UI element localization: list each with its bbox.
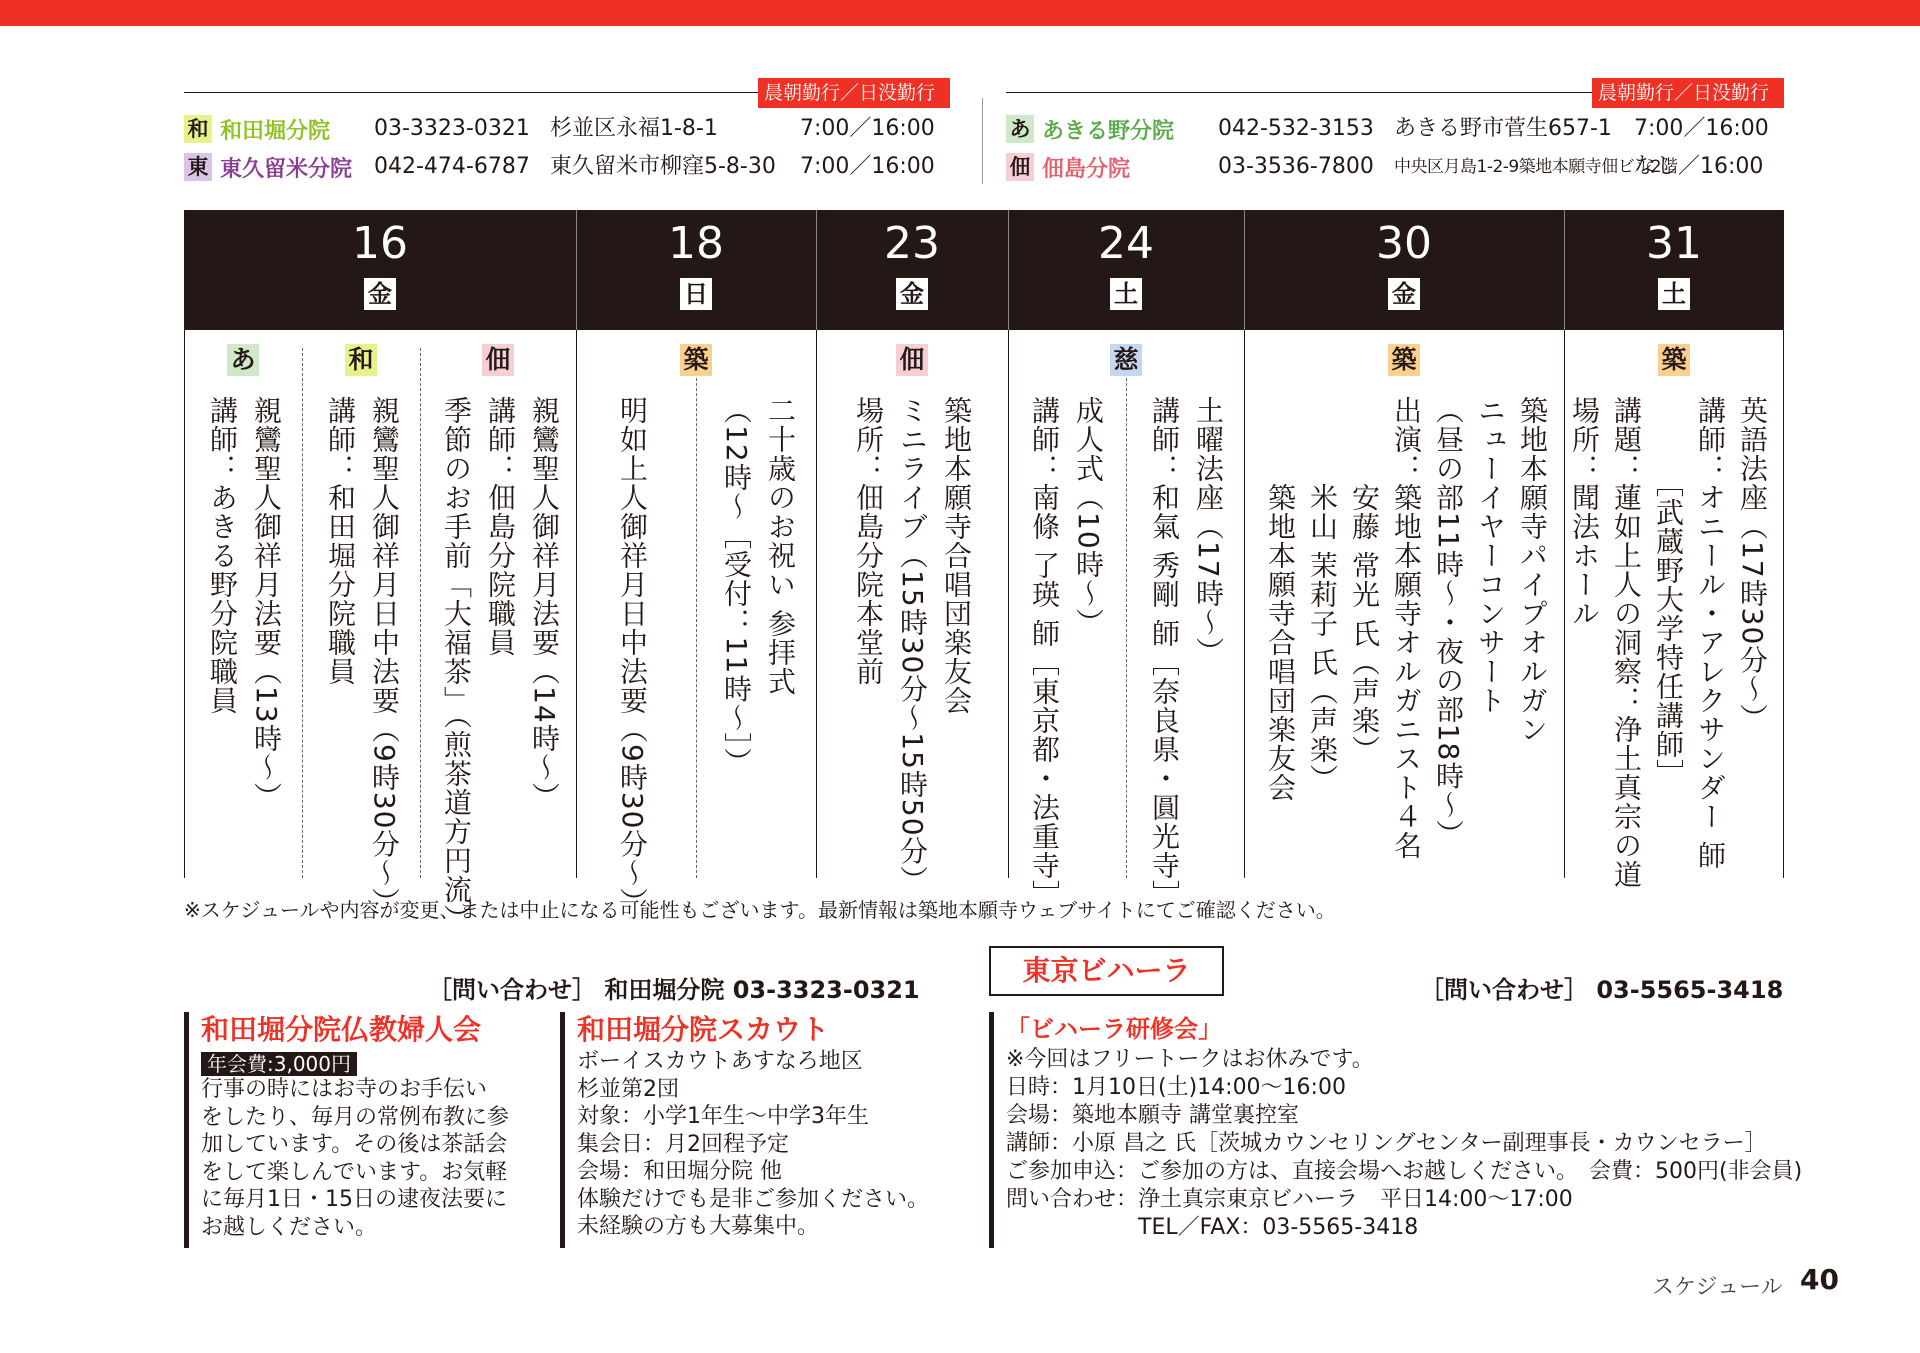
header-divider: [982, 98, 983, 184]
branch-time: 7:00／16:00: [1634, 116, 1769, 141]
branch-name: 佃島分院: [1042, 156, 1131, 182]
fujinkai-section: [184, 1012, 544, 1248]
event-place: 場所：聞法ホール: [1568, 396, 1601, 628]
event-subtitle: ミニライブ（15時30分～15時50分）: [896, 396, 929, 895]
branch-badge: 東: [184, 153, 212, 181]
fujinkai-title: 和田堀分院仏教婦人会: [201, 1013, 482, 1046]
fujinkai-description: 行事の時にはお寺のお手伝い をしたり、毎月の常例布教に参 加しています。その後は茶話会 をして楽しんでいます。お気軽 に毎月1日・15日の逮夜法要に お越しください。: [201, 1077, 510, 1240]
branch-address: あきる野市菅生657-1: [1394, 116, 1612, 141]
scout-title: 和田堀分院スカウト: [577, 1013, 830, 1046]
branch-phone: 03-3536-7800: [1218, 154, 1374, 179]
service-time-tag: 晨朝勤行／日没勤行: [1592, 78, 1784, 108]
event-lecturer: 講師：あきる野分院職員: [206, 396, 239, 715]
footer-section-label: スケジュール: [1652, 1275, 1783, 1300]
sub-column-divider: [1126, 348, 1127, 878]
schedule-note: ※スケジュールや内容が変更、または中止になる可能性もございます。最新情報は築地本願寺ウェブサイトにてご確認ください。: [184, 898, 1336, 922]
vihara-section: [989, 1012, 1819, 1248]
event-lecturer: 講師：和田堀分院職員: [324, 396, 357, 686]
day-number: 31: [1646, 218, 1702, 269]
event-lecturer: 講師：南條 了瑛 師［東京都・法重寺］: [1028, 396, 1061, 909]
top-accent-bar: [0, 0, 1920, 26]
event-time: （12時～［受付：11時～］）: [720, 396, 753, 777]
service-time-tag: 晨朝勤行／日没勤行: [758, 78, 950, 108]
day-header-18: [576, 210, 816, 330]
branch-badge: 佃: [1006, 153, 1034, 181]
inquiry-wadabori: ［問い合わせ］ 和田堀分院 03-3323-0321: [428, 976, 920, 1004]
event-title: 二十歳のお祝い 参拝式: [764, 396, 797, 696]
inquiry-vihara: ［問い合わせ］ 03-5565-3418: [1420, 976, 1784, 1004]
fujinkai-fee-badge: 年会費:3,000円: [201, 1052, 357, 1076]
vihara-subtitle: 「ビハーラ研修会」: [1006, 1015, 1222, 1043]
branch-address: 中央区月島1-2-9築地本願寺佃ビル2階: [1394, 157, 1678, 177]
event-performer: 築地本願寺合唱団楽友会: [1264, 396, 1297, 802]
weekday-badge: 土: [1658, 278, 1690, 310]
branch-time: 7:00／16:00: [800, 116, 935, 141]
day-header-31: [1564, 210, 1784, 330]
day-number: 18: [668, 218, 724, 269]
event-lecturer: 講師：佃島分院職員: [484, 396, 517, 657]
branch-name: 和田堀分院: [220, 118, 331, 144]
scout-description: ボーイスカウトあすなろ地区 杉並第2団 対象：小学1年生～中学3年生 集会日：月2回程予定 会場：和田堀分院 他 体験だけでも是非ご参加ください。 未経験の方も大募集中。: [577, 1049, 930, 1239]
weekday-badge: 土: [1110, 278, 1142, 310]
day-number: 24: [1098, 218, 1154, 269]
calendar-header: [184, 210, 1784, 330]
day-header-30: [1244, 210, 1564, 330]
event-lecturer: 講師：和氣 秀剛 師［奈良県・圓光寺］: [1148, 396, 1181, 909]
weekday-badge: 金: [364, 278, 396, 310]
sub-column-divider: [302, 348, 303, 878]
sub-column-divider: [696, 348, 697, 878]
day-number: 23: [884, 218, 940, 269]
branch-address: 東久留米市柳窪5-8-30: [550, 154, 776, 179]
branch-row-akiruno: [1006, 113, 1784, 145]
header-rule: [184, 92, 758, 93]
event-title: 土曜法座（17時～）: [1192, 396, 1225, 666]
event-title: 成人式（10時～）: [1072, 396, 1105, 637]
event-lecturer-affiliation: ［武蔵野大学特任講師］: [1652, 396, 1685, 788]
tokyo-vihara-title: 東京ビハーラ: [989, 946, 1224, 996]
event-title: 親鸞聖人御祥月法要（14時～）: [528, 396, 561, 811]
event-performer: 米山 茉莉子 氏（声楽）: [1306, 396, 1339, 793]
branch-row-higashikurume: [184, 151, 950, 183]
header-rule: [1006, 92, 1592, 93]
branch-time: 7:00／16:00: [800, 154, 935, 179]
event-badge: あ: [227, 344, 259, 376]
event-subtitle: ニューイヤーコンサート: [1474, 396, 1507, 715]
event-badge: 築: [1658, 344, 1690, 376]
column-divider: [1008, 330, 1009, 878]
event-badge: 佃: [896, 344, 928, 376]
event-place: 場所：佃島分院本堂前: [852, 396, 885, 686]
branch-row-wadabori: [184, 113, 950, 145]
event-badge: 築: [680, 344, 712, 376]
day-number: 30: [1376, 218, 1432, 269]
event-title: 英語法座（17時30分～）: [1736, 396, 1769, 733]
event-topic: 講題：蓮如上人の洞察：浄土真宗の道: [1610, 396, 1643, 889]
branch-time: なし／16:00: [1634, 154, 1764, 179]
event-title: 築地本願寺パイプオルガン: [1516, 396, 1549, 744]
day-header-23: [816, 210, 1008, 330]
event-lecturer: 講師：オニール・アレクサンダー 師: [1694, 396, 1727, 870]
event-badge: 佃: [482, 344, 514, 376]
event-badge: 慈: [1110, 344, 1142, 376]
weekday-badge: 金: [1388, 278, 1420, 310]
event-title: 築地本願寺合唱団楽友会: [940, 396, 973, 715]
branch-name: 東久留米分院: [220, 156, 353, 182]
event-detail: 季節のお手前「大福茶」（煎茶道方円流）: [440, 396, 473, 933]
day-header-16: [184, 210, 576, 330]
branch-address: 杉並区永福1-8-1: [550, 116, 718, 141]
event-performer: 出演：築地本願寺オルガニスト４名: [1390, 396, 1423, 860]
event-time: （昼の部11時～・夜の部18時～）: [1432, 396, 1465, 849]
weekday-badge: 日: [680, 278, 712, 310]
event-badge: 築: [1388, 344, 1420, 376]
day-header-24: [1008, 210, 1244, 330]
branch-row-tsukudajima: [1006, 151, 1784, 183]
weekday-badge: 金: [896, 278, 928, 310]
page-number: 40: [1800, 1263, 1839, 1296]
sub-column-divider: [420, 348, 421, 878]
branch-name: あきる野分院: [1042, 118, 1175, 144]
branch-phone: 042-532-3153: [1218, 116, 1374, 141]
event-badge: 和: [345, 344, 377, 376]
branch-badge: あ: [1006, 115, 1034, 143]
event-title: 親鸞聖人御祥月法要（13時～）: [250, 396, 283, 811]
column-divider: [576, 330, 577, 878]
vihara-details: ※今回はフリートークはお休みです。 日時：1月10日(土)14:00～16:00 会場：築地本願寺 講堂裏控室 講師：小原 昌之 氏［茨城カウンセリングセンター副理事長・カウンセラー］ ご参加申込：ご参加の方は、直接会場へお越しください。 会費：500円(非会員) 問い合わせ：浄土真宗東京ビハーラ 平日14:00～17:00 TEL／FAX：03-5565-3418: [1006, 1047, 1803, 1240]
branch-badge: 和: [184, 115, 212, 143]
branch-phone: 03-3323-0321: [374, 116, 530, 141]
column-divider: [1244, 330, 1245, 878]
event-performer: 安藤 常光 氏（声楽）: [1348, 396, 1381, 764]
column-divider: [816, 330, 817, 878]
event-title: 親鸞聖人御祥月日中法要（9時30分～）: [368, 396, 401, 917]
column-divider: [1783, 330, 1784, 878]
branch-phone: 042-474-6787: [374, 154, 530, 179]
event-title: 明如上人御祥月日中法要（9時30分～）: [616, 396, 649, 917]
day-number: 16: [352, 218, 408, 269]
column-divider: [184, 330, 185, 878]
scout-section: [560, 1012, 970, 1248]
